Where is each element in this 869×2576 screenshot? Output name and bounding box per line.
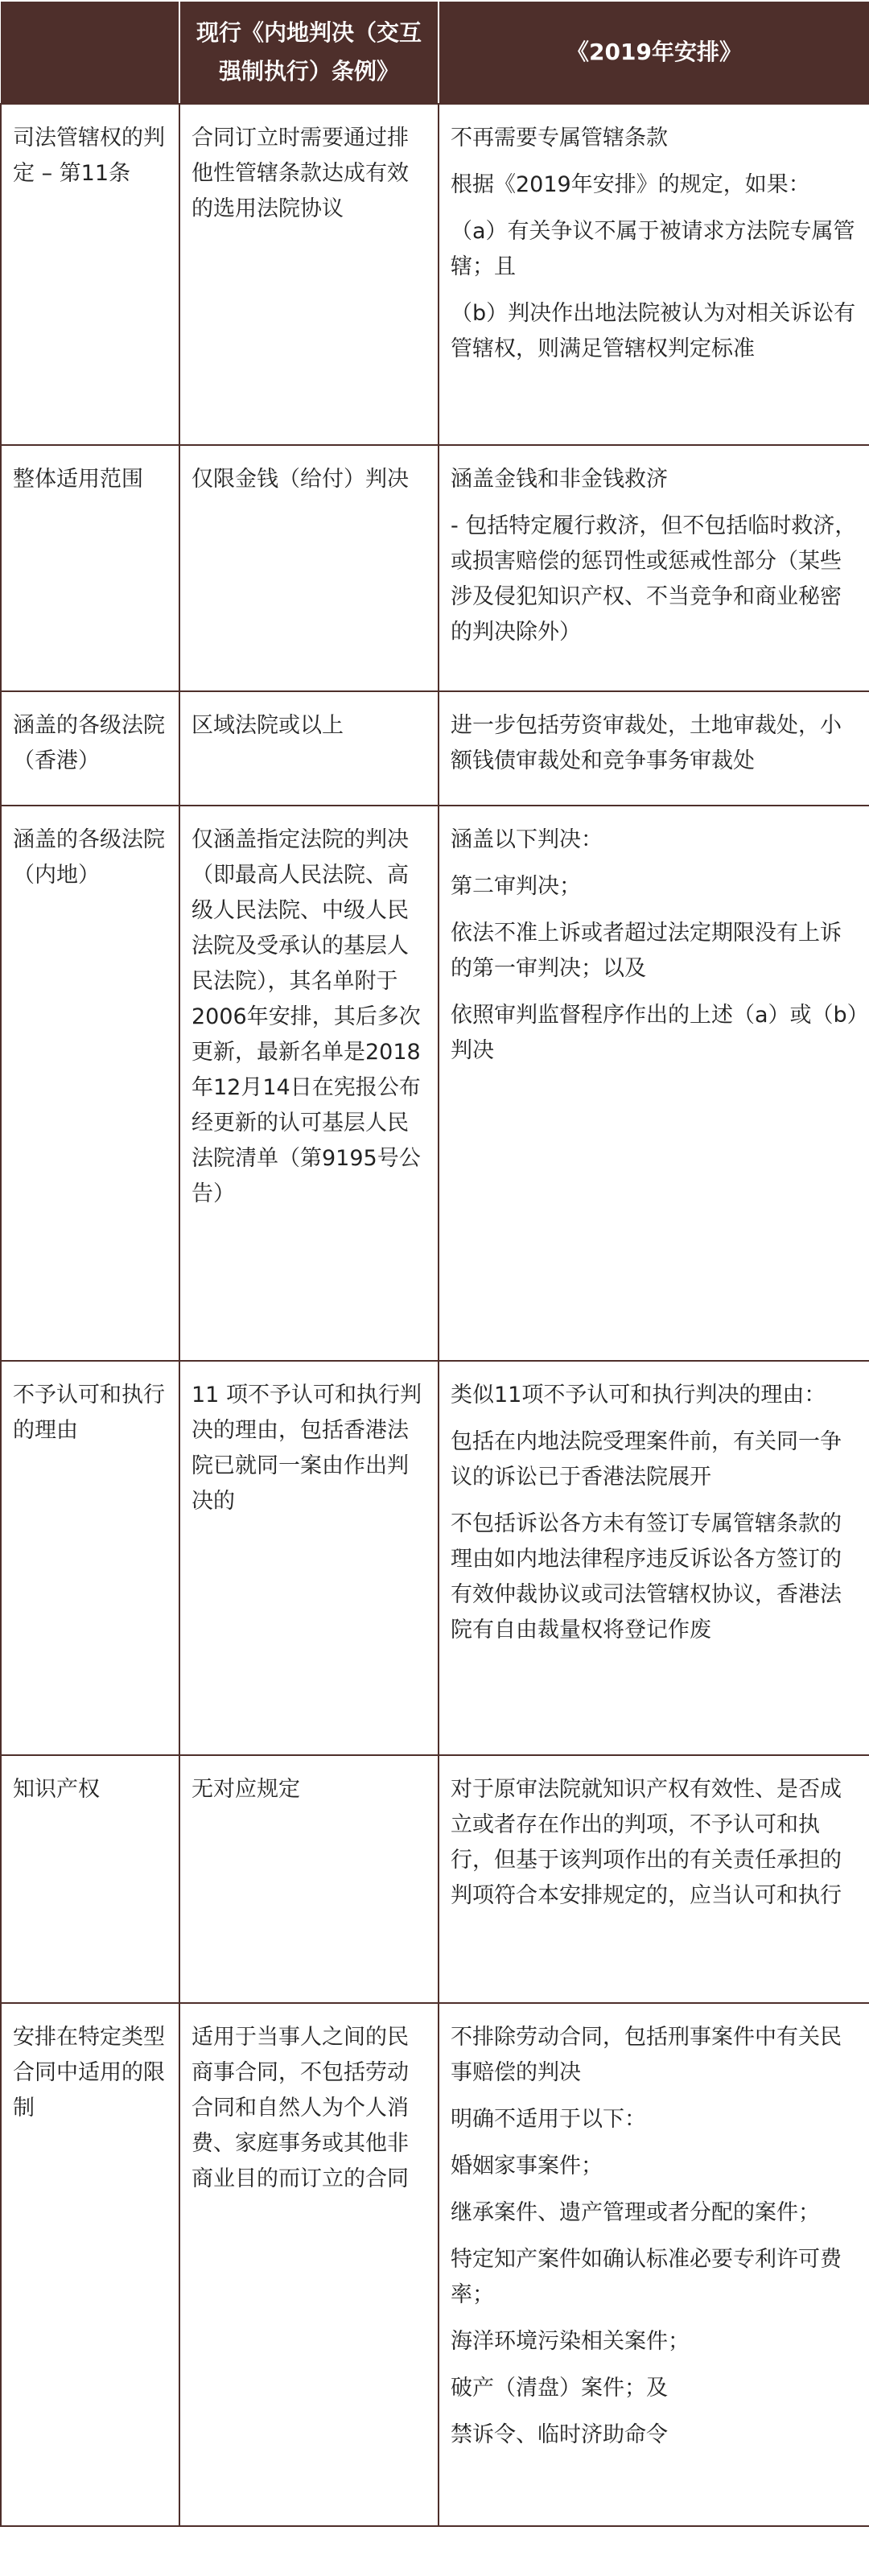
- arrangement-line: 包括在内地法院受理案件前，有关同一争议的诉讼已于香港法院展开: [451, 1429, 842, 1490]
- row-current: 无对应规定: [179, 1755, 439, 2003]
- arrangement-line: 明确不适用于以下：: [451, 2107, 646, 2132]
- arrangement-line: 进一步包括劳资审裁处，土地审裁处，小额钱债审裁处和竞争事务审裁处: [451, 713, 842, 773]
- row-topic: 整体适用范围: [1, 445, 179, 691]
- arrangement-line: - 包括特定履行救济，但不包括临时救济，或损害赔偿的惩罚性或惩戒性部分（某些涉及侵犯知识产权、不当竞争和商业秘密的判决除外）: [451, 513, 857, 645]
- table-row: [1, 104, 869, 445]
- arrangement-line: 不包括诉讼各方未有签订专属管辖条款的理由如内地法律程序违反诉讼各方签订的有效仲裁协议或司法管辖权协议，香港法院有自由裁量权将登记作废: [451, 1511, 842, 1642]
- arrangement-line: 类似11项不予认可和执行判决的理由：: [451, 1383, 826, 1408]
- arrangement-line: （b）判决作出地法院被认为对相关诉讼有管辖权，则满足管辖权判定标准: [451, 301, 856, 361]
- row-arrangement: [439, 1361, 869, 1755]
- table-row: [1, 1361, 869, 1755]
- row-current: 适用于当事人之间的民商事合同，不包括劳动合同和自然人为个人消费、家庭事务或其他非商业目的而订立的合同: [179, 2003, 439, 2526]
- arrangement-line: 根据《2019年安排》的规定，如果：: [451, 172, 810, 197]
- arrangement-line: 海洋环境污染相关案件；: [451, 2329, 690, 2354]
- row-topic: 知识产权: [1, 1755, 179, 2003]
- row-current: 11 项不予认可和执行判决的理由，包括香港法院已就同一案由作出判决的: [179, 1361, 439, 1755]
- row-arrangement: [439, 2003, 869, 2526]
- arrangement-line: 不排除劳动合同，包括刑事案件中有关民事赔偿的判决: [451, 2025, 842, 2085]
- row-current: 仅涵盖指定法院的判决（即最高人民法院、高级人民法院、中级人民法院及受承认的基层人民法院），其名单附于 2006年安排，其后多次更新，最新名单是2018年12月14日在宪报公布经更新的认可基层人民法院清单（第9195号公告）: [179, 806, 439, 1361]
- arrangement-line: 破产（清盘）案件；及: [451, 2376, 668, 2401]
- row-topic: 不予认可和执行的理由: [1, 1361, 179, 1755]
- arrangement-line: 第二审判决；: [451, 874, 581, 899]
- table-row: [1, 445, 869, 691]
- row-arrangement: [439, 1755, 869, 2003]
- row-topic: 涵盖的各级法院（香港）: [1, 691, 179, 806]
- arrangement-line: 对于原审法院就知识产权有效性、是否成立或者存在作出的判项，不予认可和执行，但基于该判项作出的有关责任承担的判项符合本安排规定的，应当认可和执行: [451, 1777, 842, 1908]
- arrangement-line: 涵盖以下判决：: [451, 827, 603, 852]
- arrangement-line: 涵盖金钱和非金钱救济: [451, 467, 668, 492]
- arrangement-line: 禁诉令、临时济助命令: [451, 2422, 668, 2447]
- arrangement-line: 依法不准上诉或者超过法定期限没有上诉的第一审判决；以及: [451, 921, 842, 981]
- row-arrangement: [439, 691, 869, 806]
- table-row: [1, 1755, 869, 2003]
- row-topic: 安排在特定类型合同中适用的限制: [1, 2003, 179, 2526]
- row-arrangement: [439, 445, 869, 691]
- arrangement-line: 特定知产案件如确认标准必要专利许可费率；: [451, 2247, 842, 2307]
- arrangement-line: 不再需要专属管辖条款: [451, 126, 668, 150]
- row-topic: 涵盖的各级法院（内地）: [1, 806, 179, 1361]
- row-topic: 司法管辖权的判定 – 第11条: [1, 104, 179, 445]
- table-row: [1, 691, 869, 806]
- row-arrangement: [439, 104, 869, 445]
- arrangement-line: 继承案件、遗产管理或者分配的案件；: [451, 2200, 820, 2225]
- row-current: 仅限金钱（给付）判决: [179, 445, 439, 691]
- arrangement-line: （a）有关争议不属于被请求方法院专属管辖；且: [451, 219, 855, 279]
- header-row: [1, 1, 869, 104]
- row-current: 合同订立时需要通过排他性管辖条款达成有效的选用法院协议: [179, 104, 439, 445]
- header-topic: [1, 1, 179, 104]
- row-arrangement: [439, 806, 869, 1361]
- arrangement-line: 婚姻家事案件；: [451, 2154, 603, 2178]
- header-current-ordinance: 现行《内地判决（交互强制执行）条例》: [179, 1, 439, 104]
- header-2019-arrangement: 《2019年安排》: [439, 1, 869, 104]
- arrangement-line: 依照审判监督程序作出的上述（a）或（b）判决: [451, 1003, 859, 1063]
- table-row: [1, 806, 869, 1361]
- table-row: [1, 2003, 869, 2526]
- row-current: 区域法院或以上: [179, 691, 439, 806]
